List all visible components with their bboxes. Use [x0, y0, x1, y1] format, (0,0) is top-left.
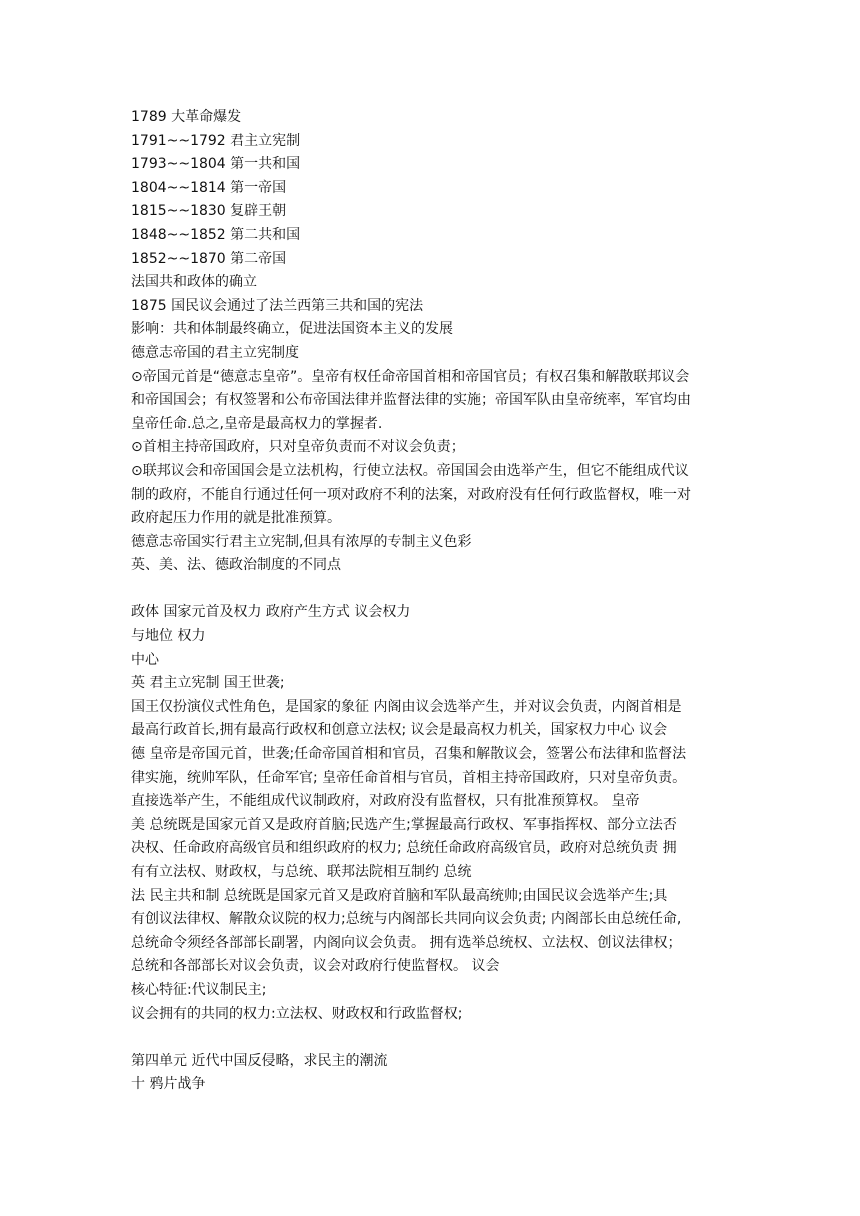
chapter-heading: 十 鸦片战争	[131, 1076, 206, 1093]
table-row-line: 总统和各部部长对议会负责，议会对政府行使监督权。 议会	[131, 958, 500, 975]
text-line: 德意志帝国实行君主立宪制,但具有浓厚的专制主义色彩	[131, 533, 472, 550]
text-line: 政府起压力作用的就是批准预算。	[131, 510, 341, 527]
text-line: ⊙帝国元首是“德意志皇帝”。皇帝有权任命帝国首相和帝国官员；有权召集和解散联邦议会	[131, 368, 690, 385]
text-line: 影响：共和体制最终确立，促进法国资本主义的发展	[131, 321, 453, 338]
text-line: 核心特征:代议制民主;	[131, 981, 267, 998]
text-line: ⊙首相主持帝国政府，只对皇帝负责而不对议会负责；	[131, 439, 465, 456]
table-row-line: 美 总统既是国家元首又是政府首脑;民选产生;掌握最高行政权、军事指挥权、部分立法否	[131, 816, 677, 833]
unit-heading: 第四单元 近代中国反侵略，求民主的潮流	[131, 1052, 388, 1069]
text-line: 议会拥有的共同的权力:立法权、财政权和行政监督权;	[131, 1005, 463, 1022]
table-row-line: 最高行政首长,拥有最高行政权和创意立法权; 议会是最高权力机关，国家权力中心 议会	[131, 722, 668, 739]
text-line: 1789 大革命爆发	[131, 109, 242, 125]
text-line: 1875 国民议会通过了法兰西第三共和国的宪法	[131, 297, 424, 314]
blank-line	[131, 578, 731, 602]
table-header-line: 与地位 权力	[131, 628, 206, 645]
text-line: ⊙联邦议会和帝国国会是立法机构，行使立法权。帝国国会由选举产生，但它不能组成代议	[131, 462, 689, 479]
text-line: 1804~~1814 第一帝国	[131, 179, 287, 196]
table-row-line: 有有立法权、财政权，与总统、联邦法院相互制约 总统	[131, 864, 472, 880]
text-line: 1815~~1830 复辟王朝	[131, 203, 287, 220]
text-line: 1793~~1804 第一共和国	[131, 156, 301, 173]
document-body	[131, 106, 731, 1097]
text-line: 皇帝任命.总之,皇帝是最高权力的掌握者.	[131, 415, 383, 432]
table-row-line: 法 民主共和制 总统既是国家元首又是政府首脑和军队最高统帅;由国民议会选举产生;具	[131, 887, 668, 904]
text-line: 1852~~1870 第二帝国	[131, 250, 287, 267]
table-row-line: 直接选举产生，不能组成代议制政府，对政府没有监督权，只有批准预算权。 皇帝	[131, 793, 640, 810]
table-row-line: 国王仅扮演仪式性角色，是国家的象征 内阁由议会选举产生，并对议会负责，内阁首相是	[131, 698, 682, 715]
table-row-line: 英 君主立宪制 国王世袭;	[131, 675, 285, 692]
table-row-line: 决权、任命政府高级官员和组织政府的权力; 总统任命政府高级官员，政府对总统负责 拥	[131, 840, 677, 857]
text-line: 1848~~1852 第二共和国	[131, 226, 301, 243]
table-header-line: 中心	[131, 651, 159, 668]
table-header-line: 政体 国家元首及权力 政府产生方式 议会权力	[131, 604, 411, 621]
text-line: 和帝国国会；有权签署和公布帝国法律并监督法律的实施；帝国军队由皇帝统率，军官均由	[131, 392, 691, 409]
table-row-line: 律实施，统帅军队，任命军官; 皇帝任命首相与官员，首相主持帝国政府，只对皇帝负责。	[131, 769, 687, 786]
section-heading: 法国共和政体的确立	[131, 274, 257, 291]
table-row-line: 总统命令须经各部部长副署，内阁向议会负责。 拥有选举总统权、立法权、创议法律权；	[131, 934, 682, 951]
text-line: 制的政府，不能自行通过任何一项对政府不利的法案，对政府没有任何行政监督权，唯一对	[131, 486, 691, 503]
section-heading: 英、美、法、德政治制度的不同点	[131, 557, 341, 574]
text-line: 1791~~1792 君主立宪制	[131, 132, 301, 149]
table-row-line: 德 皇帝是帝国元首，世袭;任命帝国首相和官员，召集和解散议会，签署公布法律和监督法	[131, 746, 687, 763]
section-heading: 德意志帝国的君主立宪制度	[131, 344, 299, 361]
table-row-line: 有创议法律权、解散众议院的权力;总统与内阁部长共同向议会负责; 内阁部长由总统任命,	[131, 911, 682, 928]
blank-line	[131, 1026, 731, 1050]
